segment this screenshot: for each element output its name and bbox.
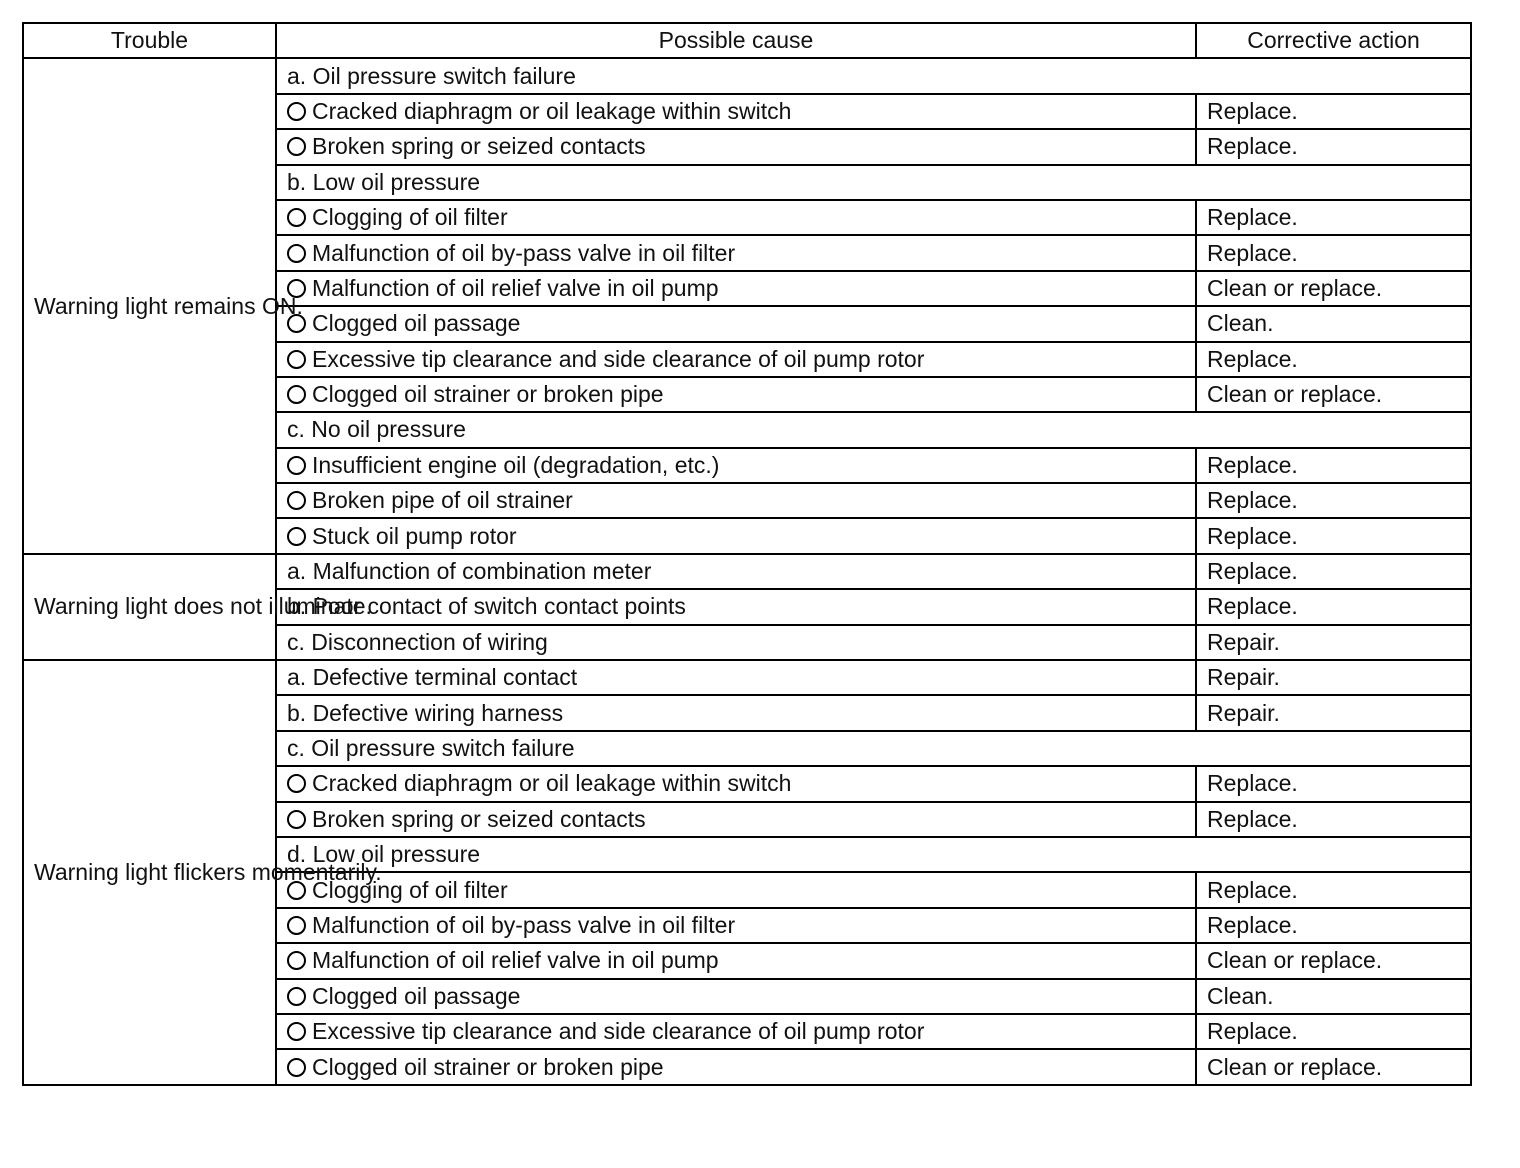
trouble-cell: Warning light flickers momentarily. xyxy=(23,660,276,1085)
table-row xyxy=(23,660,1471,695)
circle-bullet-icon xyxy=(287,951,306,970)
cause-cell xyxy=(276,695,1196,730)
table-row xyxy=(23,58,1471,93)
circle-bullet-icon xyxy=(287,314,306,333)
cause-detail-cell xyxy=(276,377,1196,412)
circle-bullet-icon xyxy=(287,102,306,121)
corrective-action-cell: Repair. xyxy=(1196,625,1471,660)
cause-text: Clogging of oil filter xyxy=(312,204,508,231)
cause-detail-cell xyxy=(276,306,1196,341)
circle-bullet-icon xyxy=(287,491,306,510)
circle-bullet-icon xyxy=(287,1022,306,1041)
corrective-action-cell: Replace. xyxy=(1196,1014,1471,1049)
circle-bullet-icon xyxy=(287,881,306,900)
corrective-action-cell: Clean. xyxy=(1196,306,1471,341)
circle-bullet-icon xyxy=(287,350,306,369)
corrective-action-cell: Clean. xyxy=(1196,979,1471,1014)
header-corrective-action: Corrective action xyxy=(1196,23,1471,58)
cause-text: Malfunction of oil by-pass valve in oil filter xyxy=(312,239,736,266)
corrective-action-cell: Replace. xyxy=(1196,448,1471,483)
cause-detail-cell xyxy=(276,200,1196,235)
cause-text: Malfunction of oil relief valve in oil pump xyxy=(312,947,719,974)
cause-detail-cell xyxy=(276,235,1196,270)
corrective-action-cell: Clean or replace. xyxy=(1196,271,1471,306)
cause-detail-cell xyxy=(276,979,1196,1014)
corrective-action-cell: Replace. xyxy=(1196,872,1471,907)
cause-text: a. Malfunction of combination meter xyxy=(287,558,652,585)
corrective-action-cell: Replace. xyxy=(1196,94,1471,129)
cause-text: d. Low oil pressure xyxy=(287,841,481,868)
cause-detail-cell xyxy=(276,271,1196,306)
cause-text: Broken spring or seized contacts xyxy=(312,805,646,832)
cause-text: Cracked diaphragm or oil leakage within switch xyxy=(312,770,792,797)
cause-cell xyxy=(276,660,1196,695)
cause-detail-cell xyxy=(276,448,1196,483)
cause-cell xyxy=(276,412,1471,447)
cause-detail-cell xyxy=(276,943,1196,978)
cause-detail-cell xyxy=(276,1014,1196,1049)
corrective-action-cell: Replace. xyxy=(1196,129,1471,164)
circle-bullet-icon xyxy=(287,244,306,263)
cause-cell xyxy=(276,731,1471,766)
cause-detail-cell xyxy=(276,1049,1196,1084)
header-possible-cause: Possible cause xyxy=(276,23,1196,58)
troubleshooting-table xyxy=(22,22,1472,1086)
cause-text: c. Oil pressure switch failure xyxy=(287,735,575,761)
corrective-action-cell: Replace. xyxy=(1196,483,1471,518)
cause-detail-cell xyxy=(276,342,1196,377)
cause-text: Broken pipe of oil strainer xyxy=(312,487,573,514)
cause-detail-cell xyxy=(276,802,1196,837)
corrective-action-cell: Replace. xyxy=(1196,554,1471,589)
cause-text: Clogged oil passage xyxy=(312,310,521,337)
circle-bullet-icon xyxy=(287,987,306,1006)
cause-detail-cell xyxy=(276,908,1196,943)
cause-cell xyxy=(276,554,1196,589)
corrective-action-cell: Replace. xyxy=(1196,518,1471,553)
circle-bullet-icon xyxy=(287,279,306,298)
cause-text: Excessive tip clearance and side clearance of oil pump rotor xyxy=(312,1018,925,1045)
header-row xyxy=(23,23,1471,58)
circle-bullet-icon xyxy=(287,1058,306,1077)
cause-cell xyxy=(276,165,1471,200)
corrective-action-cell: Replace. xyxy=(1196,200,1471,235)
cause-text: b. Defective wiring harness xyxy=(287,699,564,726)
corrective-action-cell: Replace. xyxy=(1196,908,1471,943)
cause-text: Excessive tip clearance and side clearance of oil pump rotor xyxy=(312,345,925,372)
cause-text: Malfunction of oil relief valve in oil pump xyxy=(312,274,719,301)
circle-bullet-icon xyxy=(287,774,306,793)
cause-text: Insufficient engine oil (degradation, etc.) xyxy=(312,451,720,478)
cause-text: Stuck oil pump rotor xyxy=(312,522,517,549)
corrective-action-cell: Replace. xyxy=(1196,342,1471,377)
cause-text: Clogged oil passage xyxy=(312,982,521,1009)
corrective-action-cell: Clean or replace. xyxy=(1196,377,1471,412)
cause-detail-cell xyxy=(276,483,1196,518)
circle-bullet-icon xyxy=(287,916,306,935)
cause-detail-cell xyxy=(276,766,1196,801)
trouble-cell: Warning light remains ON. xyxy=(23,58,276,553)
cause-text: b. Poor contact of switch contact points xyxy=(287,593,686,620)
cause-text: c. Disconnection of wiring xyxy=(287,628,548,655)
cause-text: Clogging of oil filter xyxy=(312,876,508,903)
cause-text: Cracked diaphragm or oil leakage within switch xyxy=(312,97,792,124)
cause-cell xyxy=(276,837,1471,872)
cause-detail-cell xyxy=(276,518,1196,553)
circle-bullet-icon xyxy=(287,810,306,829)
cause-detail-cell xyxy=(276,872,1196,907)
circle-bullet-icon xyxy=(287,527,306,546)
table-body xyxy=(23,58,1471,1084)
corrective-action-cell: Replace. xyxy=(1196,766,1471,801)
corrective-action-cell: Repair. xyxy=(1196,695,1471,730)
cause-detail-cell xyxy=(276,129,1196,164)
corrective-action-cell: Replace. xyxy=(1196,802,1471,837)
cause-text: Clogged oil strainer or broken pipe xyxy=(312,1053,664,1080)
circle-bullet-icon xyxy=(287,385,306,404)
cause-text: c. No oil pressure xyxy=(287,416,466,443)
cause-detail-cell xyxy=(276,94,1196,129)
circle-bullet-icon xyxy=(287,137,306,156)
corrective-action-cell: Replace. xyxy=(1196,235,1471,270)
table-row xyxy=(23,554,1471,589)
trouble-cell: Warning light does not illuminate. xyxy=(23,554,276,660)
cause-text: Clogged oil strainer or broken pipe xyxy=(312,381,664,408)
corrective-action-cell: Clean or replace. xyxy=(1196,1049,1471,1084)
cause-cell xyxy=(276,625,1196,660)
circle-bullet-icon xyxy=(287,456,306,475)
cause-text: a. Defective terminal contact xyxy=(287,664,578,691)
cause-text: Malfunction of oil by-pass valve in oil filter xyxy=(312,911,736,938)
header-trouble: Trouble xyxy=(23,23,276,58)
cause-cell xyxy=(276,589,1196,624)
cause-cell xyxy=(276,58,1471,93)
cause-text: Broken spring or seized contacts xyxy=(312,133,646,160)
corrective-action-cell: Clean or replace. xyxy=(1196,943,1471,978)
corrective-action-cell: Replace. xyxy=(1196,589,1471,624)
corrective-action-cell: Repair. xyxy=(1196,660,1471,695)
cause-text: b. Low oil pressure xyxy=(287,168,481,195)
circle-bullet-icon xyxy=(287,208,306,227)
cause-text: a. Oil pressure switch failure xyxy=(287,62,576,89)
